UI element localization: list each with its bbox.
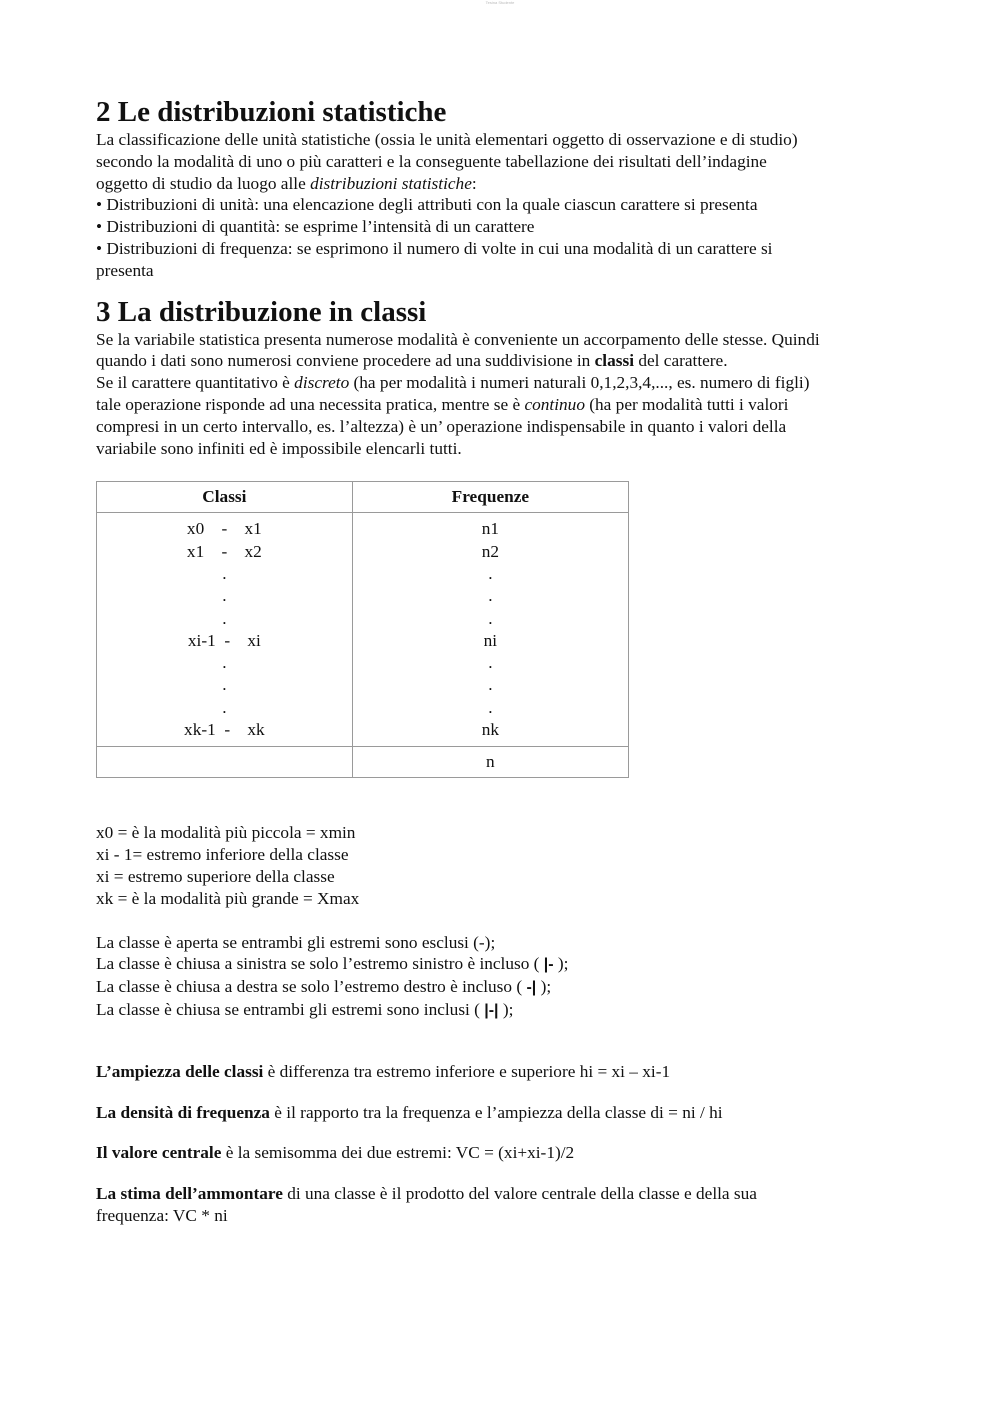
term-discreto: discreto [294,373,350,393]
definition-item: xk = è la modalità più grande = Xmax [96,888,360,908]
section-3-title: 3 La distribuzione in classi [96,295,427,328]
rule-closed-right: La classe è chiusa a destra se solo l’estremo destro è incluso ( -| ); [96,977,552,997]
valore-centrale-term: Il valore centrale [96,1143,222,1163]
class-interval: . [222,653,227,673]
class-interval: . [222,608,227,628]
frequency-value: . [488,586,493,606]
intro-line-1: La classificazione delle unità statistiche (ossia le unità elementari oggetto di osservazione e di studio) [96,130,798,149]
p2-line-3: compresi in un certo intervallo, es. l’altezza) è un’ operazione indispensabile in quanto i valori della [96,416,787,436]
frequency-value: . [488,653,493,673]
valore-centrale-definition: Il valore centrale è la semisomma dei due estremi: VC = (xi+xi-1)/2 [96,1143,575,1163]
p2-line-1: Se il carattere quantitativo è discreto (ha per modalità i numeri naturali 0,1,2,3,4,..., es. numero di figli) [96,373,810,393]
section-2-title: 2 Le distribuzioni statistiche [96,96,447,128]
class-interval: . [222,697,227,717]
total-frequency-cell: n [352,747,628,778]
table-header-row [97,482,629,513]
class-interval: xk-1 - xk [184,720,265,740]
definitions-list [96,822,916,909]
rule-closed-both: La classe è chiusa se entrambi gli estremi sono inclusi ( |-| ); [96,999,514,1019]
frequency-value: ni [483,630,498,650]
p2-line-2: tale operazione risponde ad una necessita pratica, mentre se è continuo (ha per modalità tutti i valori [96,394,789,414]
class-interval: xi-1 - xi [187,630,261,650]
rule-closed-left: La classe è chiusa a sinistra se solo l’estremo sinistro è incluso ( |- ); [96,954,569,974]
densita-definition: La densità di frequenza è il rapporto tra la frequenza e l’ampiezza della classe di = ni / hi [96,1102,723,1122]
ampiezza-definition: L’ampiezza delle classi è differenza tra estremo inferiore e superiore hi = xi – xi-1 [96,1061,671,1081]
section-2-body [96,129,916,282]
rule-open: La classe è aperta se entrambi gli estremi sono esclusi (-); [96,932,496,952]
definition-item: x0 = è la modalità più piccola = xmin [96,823,356,843]
bullet-frequenza-cont: presenta [96,260,154,280]
closed-right-symbol: -| [526,979,537,997]
stima-ammontare-definition: La stima dell’ammontare di una classe è il prodotto del valore centrale della classe e della sua frequenza: VC * ni [96,1184,757,1225]
intro-line-3: oggetto di studio da luogo alle distribuzioni statistiche: [96,173,477,193]
document-content [96,96,916,1227]
class-interval: . [222,675,227,695]
bullet-quantita: • Distribuzioni di quantità: se esprime l’intensità di un carattere [96,217,535,237]
p2-line-4: variabile sono infiniti ed è impossibile elencarli tutti. [96,438,462,458]
intro-line-2: secondo la modalità di uno o più caratteri e la conseguente tabellazione dei risultati dell’indagine [96,151,767,171]
frequencies-cell [352,513,628,747]
frequency-value: . [488,608,493,628]
classes-frequency-table [96,481,629,778]
table-body-row [97,513,629,747]
stima-ammontare-term: La stima dell’ammontare [96,1184,283,1204]
densita-term: La densità di frequenza [96,1102,270,1122]
closed-left-symbol: |- [543,956,554,974]
term-continuo: continuo [524,394,585,414]
header-classi: Classi [97,482,353,513]
header-mark: Tesina Studente [485,0,515,5]
frequency-value: n2 [481,541,499,561]
ampiezza-term: L’ampiezza delle classi [96,1061,264,1081]
p1-line-2: quando i dati sono numerosi conviene procedere ad una suddivisione in classi del carattere. [96,351,728,371]
section-3-body [96,329,916,460]
frequency-value: n1 [481,519,499,539]
closed-both-symbol: |-| [484,1001,499,1019]
total-class-cell [97,747,353,778]
p1-line-1: Se la variabile statistica presenta numerose modalità è conveniente un accorpamento delle stesse. Quindi [96,329,820,349]
class-closure-rules [96,932,916,1022]
frequency-value: . [488,563,493,583]
class-interval: . [222,563,227,583]
class-interval: x1 - x2 [186,541,262,561]
bullet-unita: • Distribuzioni di unità: una elencazione degli attributi con la quale ciascun carattere si presenta [96,195,758,215]
header-frequenze: Frequenze [352,482,628,513]
definition-item: xi = estremo superiore della classe [96,866,335,886]
classes-cell [97,513,353,747]
term-classi: classi [594,351,635,371]
class-rows [98,514,351,745]
frequency-value: nk [481,720,499,740]
bullet-frequenza: • Distribuzioni di frequenza: se esprimono il numero di volte in cui una modalità di un carattere si [96,238,773,258]
term-distribuzioni-statistiche: distribuzioni statistiche [310,173,472,193]
table-total-row [97,747,629,778]
frequency-value: . [488,675,493,695]
frequency-rows [354,514,627,745]
definition-item: xi - 1= estremo inferiore della classe [96,845,349,865]
class-interval: x0 - x1 [186,519,262,539]
frequency-value: . [488,697,493,717]
class-interval: . [222,586,227,606]
